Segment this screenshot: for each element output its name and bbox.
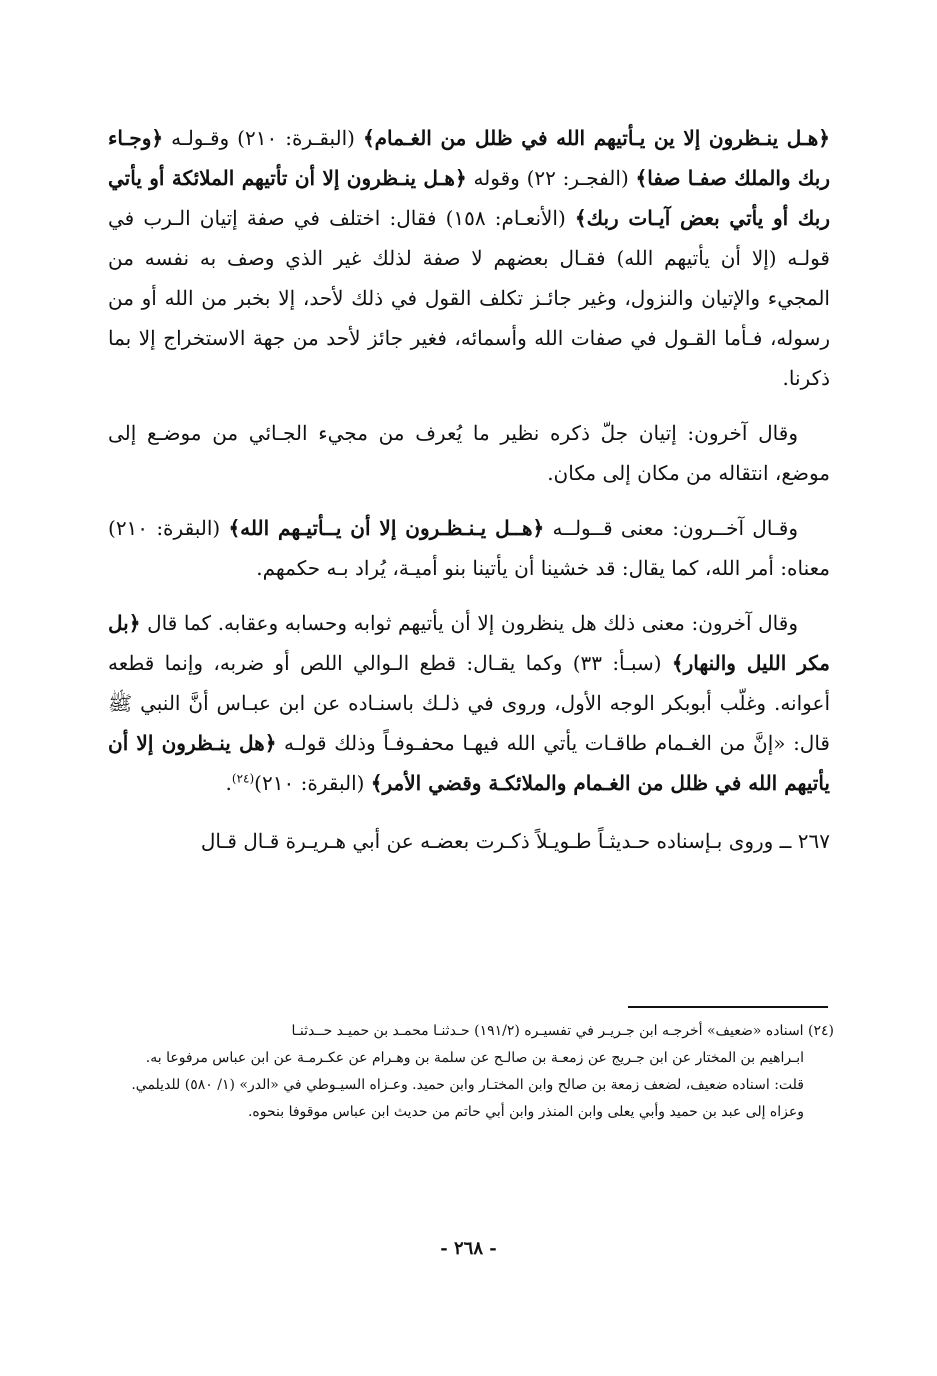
quran-quote: ﴿هـل ينـظرون إلا أن تأتيهم الملائكة أو يأتي ربك أو يأتي بعض آيـات ربك﴾ (108, 166, 830, 230)
reference-text: (الفجـر: ٢٢) وقوله (466, 166, 636, 190)
body-text: وقال آخرون: معنى ذلك هل ينظرون إلا أن يأتيهم ثوابه وحسابه وعقابه. كما قال (140, 611, 798, 635)
body-text: اختلف في صفة إتيان الـرب في قولـه (إلا أن يأتيهم الله) فقـال بعضهم لا صفة لذلك غير الذي وصف به نفسه من المجيء والإتيان والنزول، وغير جائـز تكلف القول في ذلك لأحد، إلا بخبر من الله أو من رسوله، فـأما القـول في صفات الله وأسمائه، فغير جائز لأحد من جهة الاستخراج إلا بما ذكرنا. (108, 206, 830, 390)
page-number: - ٢٦٨ - (440, 1238, 497, 1259)
quran-quote: ﴿هــل يـنـظـرون إلا أن يــأتيـهم الله﴾ (228, 516, 545, 540)
footnote-24: (٢٤) اسناده «ضعيف» أخرجـه ابن جـريـر في تفسيـره (١٩١/٢) حـدثنـا محمـد بن حميـد حــدثنـا (291, 1023, 834, 1039)
quran-quote: ﴿بل مكر الليل والنهار﴾ (108, 611, 830, 675)
footnote-divider (628, 1006, 828, 1008)
paragraph-1 (108, 118, 830, 398)
body-text: وقـال آخــرون: معنى قــولــه (544, 516, 798, 540)
reference-text: (الأنعـام: ١٥٨) فقال: (389, 206, 575, 230)
body-text: . (225, 771, 232, 795)
paragraph-3 (108, 508, 830, 588)
reference-text: (البقـرة: ٢١٠) وقـولـه (171, 126, 363, 150)
quran-quote: ﴿هل ينـظرون إلا أن يأتيهم الله في ظلل من الغـمام والملائكـة وقضي الأمر﴾ (108, 731, 830, 795)
quran-quote: ﴿وجـاء ربك والملك صفـا صفا﴾ (108, 126, 831, 190)
paragraph-4 (108, 603, 830, 803)
body-text: (البقرة: ٢١٠) معناه: أمر الله، كما يقال: قد خشينا أن يأتينا بنو أميـة، يُراد بـه حكمهم. (108, 516, 830, 580)
footnote-24-note: قلت: اسناده ضعيف، لضعف زمعة بن صالح وابن المختـار وابن حميد. وعـزاه السيـوطي في «الدر» (١/ ٥٨٠) للديلمي. (131, 1077, 804, 1093)
paragraph-5: ٢٦٧ ــ وروى بـإسناده حـديثـاً طـويـلاً ذكـرت بعضـه عن أبي هـريـرة قـال قـال (200, 829, 830, 853)
body-text: (سبـأ: ٣٣) وكما يقـال: قطع الـوالي اللص أو ضربه، وإنما قطعه أعوانه. وغلّب أبوبكر الوجه الأول، وروى في ذلـك باسنـاده عن ابن عبـاس أنَّ النبي ﷺ قال: «إنَّ من الغـمام طاقـات يأتي الله فيهـا محفـوفـاً وذلك قولـه (108, 651, 830, 755)
footnote-24-attribution: وعزاه إلى عبد بن حميد وأبي يعلى وابن المنذر وابن أبي حاتم من حديث ابن عباس موقوفا بنحوه. (247, 1104, 804, 1120)
footnote-ref[interactable]: (٢٤) (231, 771, 255, 786)
paragraph-2: وقال آخرون: إتيان جلّ ذكره نظير ما يُعرف من مجيء الجـائي من موضـع إلى موضع، انتقاله من مكان إلى مكان. (108, 421, 830, 485)
main-text-body (108, 118, 830, 861)
footnote-24-continuation: ابـراهيم بن المختار عن ابن جـريج عن زمعـة بن صالـح عن سلمة بن وهـرام عن عكـرمـة عن ابن عباس مرفوعا به. (145, 1050, 804, 1066)
quran-quote: ﴿هـل ينـظرون إلا ين يـأتيهم الله في ظلل من الغـمام﴾ (362, 126, 831, 150)
reference-text: (البقرة: ٢١٠) (254, 771, 371, 795)
footnotes (118, 1018, 834, 1126)
